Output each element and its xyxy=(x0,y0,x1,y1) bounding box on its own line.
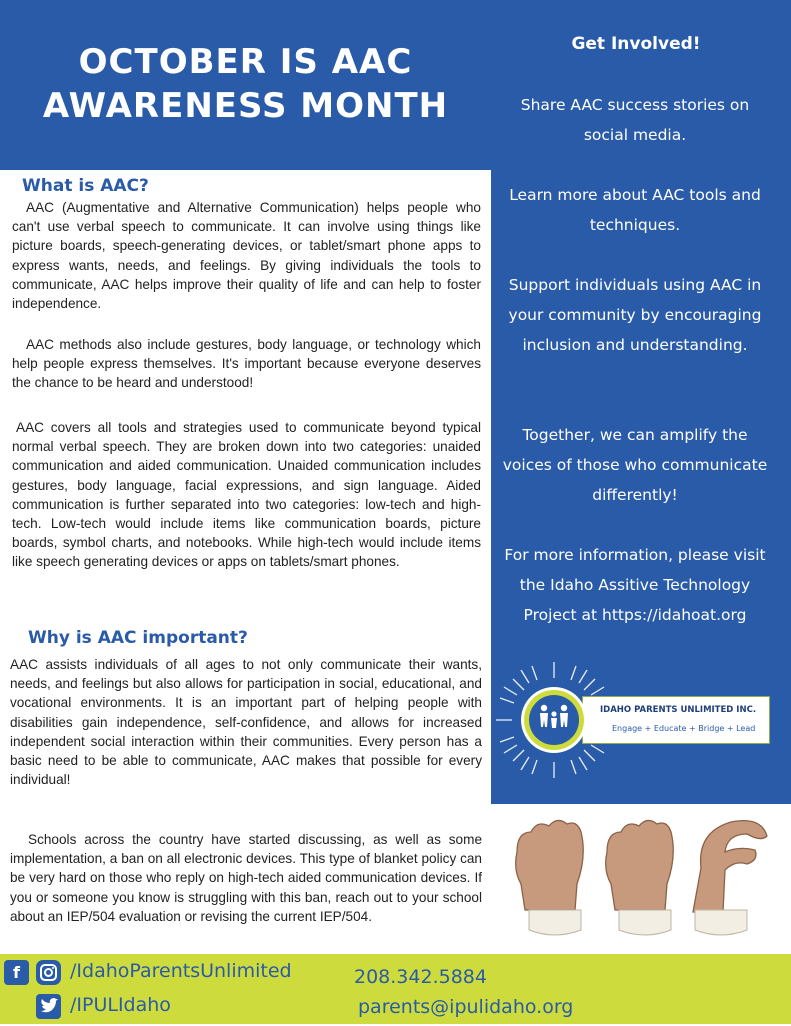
why-aac-paragraph-1: AAC assists individuals of all ages to not only communicate their wants, needs, and feelings but also allows for participation in social, educational, and vocational environments. It is an important part of helping people with disabilities gain independence, self-confidence, and allows for increased independent social interaction within their communities. Every person has a basic need to be able to communicate, AAC makes that possible for every individual! xyxy=(10,657,482,788)
involved-item-together: Together, we can amplify the voices of those who communicate differently! xyxy=(502,426,768,504)
what-is-aac-heading: What is AAC? xyxy=(22,176,149,196)
page-title xyxy=(0,40,491,128)
hand-sign-c-icon xyxy=(693,821,767,935)
facebook-icon[interactable]: f xyxy=(4,960,29,985)
involved-item-learn: Learn more about AAC tools and techniques. xyxy=(509,186,761,234)
what-is-aac-paragraph-3: AAC covers all tools and strategies used to communicate beyond typical normal verbal speech. They are broken down into two categories: unaided communication and aided communication. Unaided communication includes gestures, body language, facial expressions, and sign language. Aided communication is further separated into two categories: low-tech and high-tech. Low-tech would include items like communication boards, picture boards, symbol charts, and notebooks. While high-tech would include items like speech generating devices or apps on tablets/smart phones. xyxy=(12,420,481,570)
email-address[interactable]: parents@ipulidaho.org xyxy=(358,996,574,1018)
why-aac-heading: Why is AAC important? xyxy=(28,628,248,648)
instagram-icon[interactable] xyxy=(36,960,61,985)
family-logo-icon xyxy=(520,686,588,754)
phone-number[interactable]: 208.342.5884 xyxy=(354,966,487,988)
title-line-1: OCTOBER IS AAC xyxy=(78,42,413,82)
what-is-aac-paragraph-1: AAC (Augmentative and Alternative Communication) helps people who can't use verbal speech to communicate. It can involve using things like picture boards, speech-generating devices, or tablet/smart phone apps to express wants, needs, and feelings. By giving individuals the tools to communicate, AAC helps improve their quality of life and can help to foster independence. xyxy=(12,200,481,312)
what-is-aac-paragraph-2: AAC methods also include gestures, body language, or technology which help people express themselves. It's important because everyone deserves the chance to be heard and understood! xyxy=(12,337,481,391)
involved-item-share: Share AAC success stories on social media. xyxy=(520,96,750,144)
twitter-glyph xyxy=(36,994,61,1019)
involved-item-support: Support individuals using AAC in your community by encouraging inclusion and understanding. xyxy=(508,276,762,354)
title-line-2: AWARENESS MONTH xyxy=(42,86,449,126)
hand-sign-a-icon xyxy=(516,820,584,935)
logo-name: IDAHO PARENTS UNLIMITED INC. xyxy=(600,705,757,715)
facebook-instagram-handle[interactable]: /IdahoParentsUnlimited xyxy=(70,960,292,982)
involved-item-more-info[interactable]: For more information, please visit the Idaho Assitive Technology Project at https://idahoat.org xyxy=(504,546,766,624)
logo-card xyxy=(582,696,770,744)
hand-signs-illustration xyxy=(505,812,785,950)
hand-sign-a-icon-2 xyxy=(606,820,674,935)
get-involved-heading: Get Involved! xyxy=(571,34,701,54)
device-ban-paragraph: Schools across the country have started discussing, as well as some implementation, a ban on all electronic devices. This type of blanket policy can be very hard on those who reply on high-tech aided communication devices. If you or someone you know is struggling with this ban, reach out to your school about an IEP/504 evaluation or revising the current IEP/504. xyxy=(10,832,482,924)
logo-tagline: Engage + Educate + Bridge + Lead xyxy=(612,724,756,733)
instagram-glyph xyxy=(36,960,61,985)
twitter-handle[interactable]: /IPULIdaho xyxy=(70,994,171,1016)
twitter-icon[interactable] xyxy=(36,994,61,1019)
